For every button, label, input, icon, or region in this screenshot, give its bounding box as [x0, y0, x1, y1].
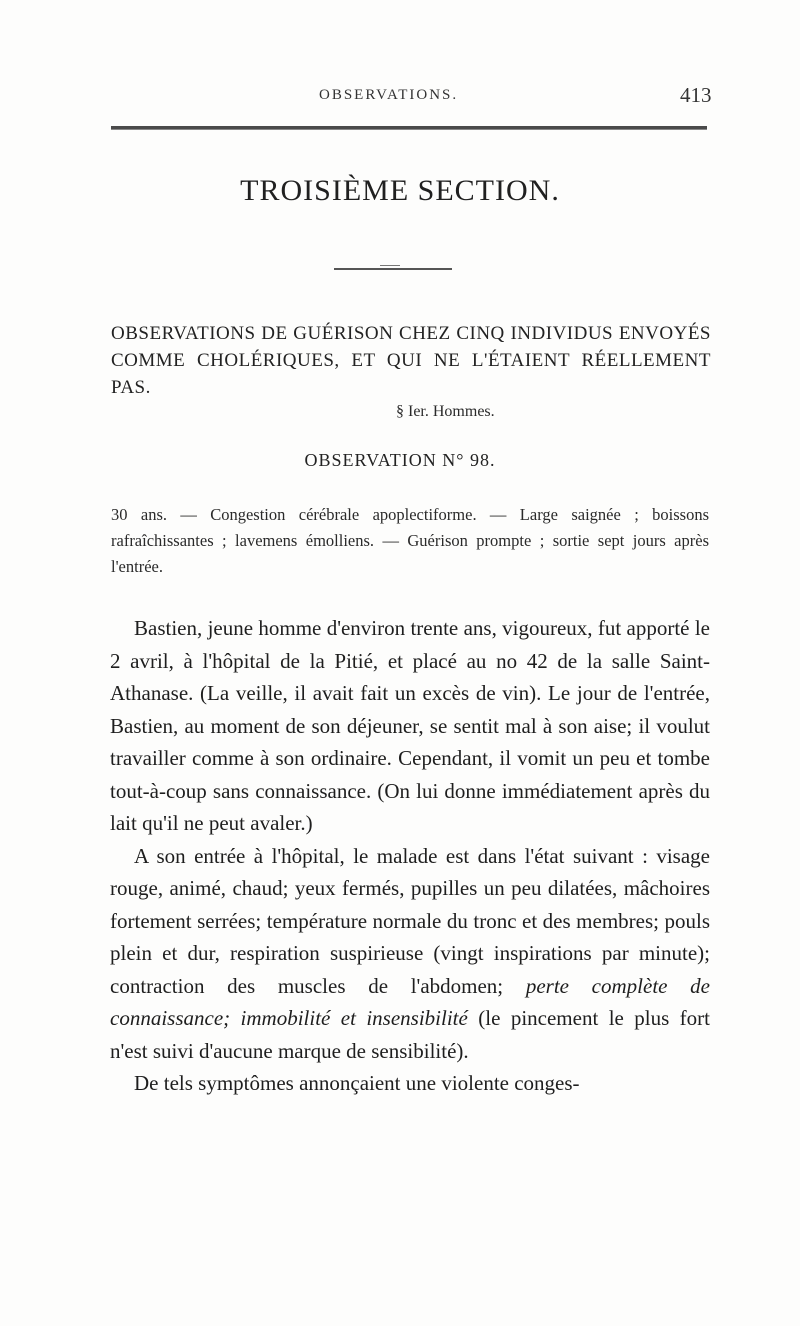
paragraph: De tels symptômes annonçaient une violente conges-	[134, 1071, 580, 1095]
running-header	[0, 83, 800, 113]
paragraph-text: (le pincement le plus fort n'est suivi d'aucune marque de sensibilité).	[110, 1006, 711, 1063]
chapter-heading: OBSERVATIONS DE GUÉRISON CHEZ CINQ INDIVIDUS ENVOYÉS COMME CHOLÉRIQUES, ET QUI NE L'ÉTAIENT RÉELLEMENT PAS.	[111, 323, 711, 398]
italic-text: perte complète de connaissance; immobilité et insensibilité	[110, 973, 710, 1030]
subsection-heading: § Ier. Hommes.	[396, 403, 495, 420]
observation-summary: 30 ans. — Congestion cérébrale apoplectiforme. — Large saignée ; boissons rafraîchissantes ; lavemens émolliens. — Guérison prompte ; sortie sept jours après l'entrée.	[111, 505, 709, 576]
body-text	[110, 612, 710, 1100]
observation-title: OBSERVATION N° 98.	[304, 450, 496, 470]
paragraph-text: A son entrée à l'hôpital, le malade est dans l'état suivant : visage rouge, animé, chaud; yeux fermés, pupilles un peu dilatées, mâchoires fortement serrées; température normale du tronc et des membres; pouls plein et dur, respiration suspirieuse (vingt inspirations par minute); contraction des muscles de l'abdomen;	[110, 843, 710, 998]
paragraph	[110, 840, 710, 1068]
running-title: OBSERVATIONS.	[319, 87, 459, 103]
section-divider	[334, 268, 452, 270]
header-rule	[111, 126, 707, 130]
page-number: 413	[680, 83, 712, 107]
section-title: TROISIÈME SECTION.	[240, 174, 560, 207]
paragraph: Bastien, jeune homme d'environ trente ans, vigoureux, fut apporté le 2 avril, à l'hôpital de la Pitié, et placé au no 42 de la salle Saint-Athanase. (La veille, il avait fait un excès de vin). Le jour de l'entrée, Bastien, au moment de son déjeuner, se sentit mal à son aise; il voulut travailler comme à son ordinaire. Cependant, il vomit un peu et tombe tout-à-coup sans connaissance. (On lui donne immédiatement après du lait qu'il ne peut avaler.)	[110, 616, 710, 835]
